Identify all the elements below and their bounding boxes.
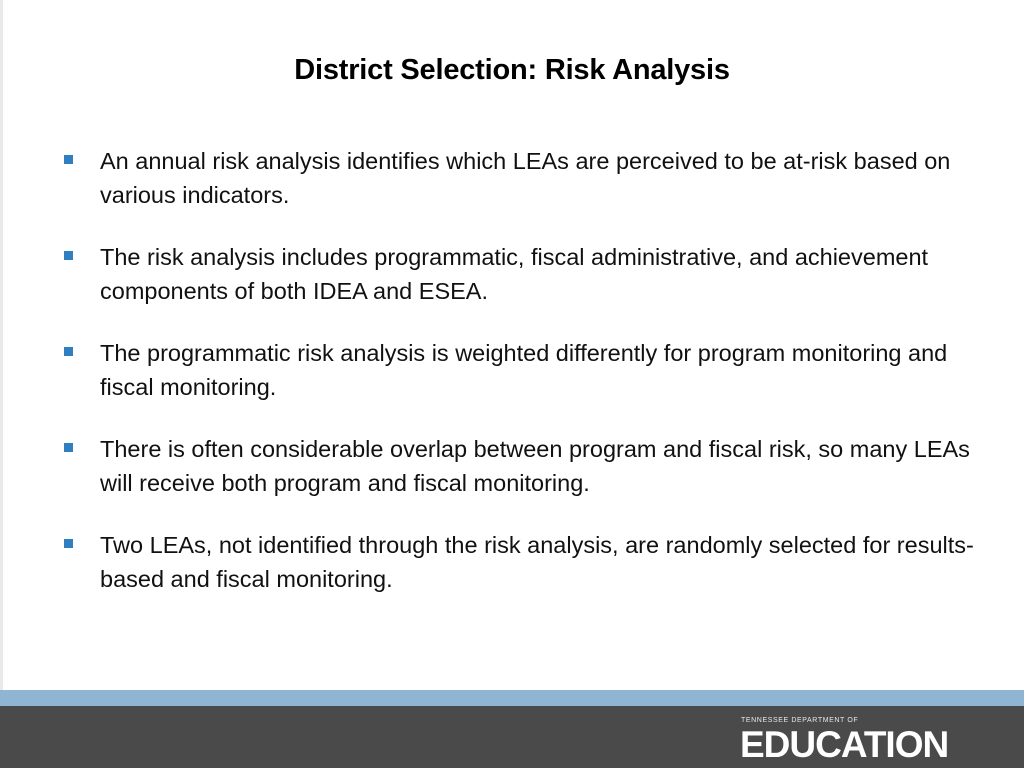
- square-bullet-icon: [64, 155, 73, 164]
- bullet-text: Two LEAs, not identified through the risk analysis, are randomly selected for results-based and fiscal monitoring.: [100, 532, 974, 592]
- bullet-item: [62, 240, 982, 308]
- bullet-text: There is often considerable overlap between program and fiscal risk, so many LEAs will receive both program and fiscal monitoring.: [100, 436, 970, 496]
- bullet-item: [62, 144, 982, 212]
- bullet-text: The programmatic risk analysis is weighted differently for program monitoring and fiscal monitoring.: [100, 340, 948, 400]
- bullet-item: [62, 528, 982, 596]
- logo-department-text: TENNESSEE DEPARTMENT OF: [741, 717, 859, 724]
- bullet-text: The risk analysis includes programmatic, fiscal administrative, and achievement components of both IDEA and ESEA.: [100, 244, 929, 304]
- bullet-text: An annual risk analysis identifies which LEAs are perceived to be at-risk based on various indicators.: [100, 148, 951, 208]
- square-bullet-icon: [64, 251, 73, 260]
- bullet-list: [62, 144, 982, 624]
- education-logo: [740, 714, 970, 764]
- slide-title: District Selection: Risk Analysis: [294, 54, 730, 86]
- logo-education-text: EDUCATION: [740, 724, 949, 765]
- bullet-item: [62, 432, 982, 500]
- footer-accent-band: [0, 690, 1024, 706]
- bullet-item: [62, 336, 982, 404]
- square-bullet-icon: [64, 443, 73, 452]
- square-bullet-icon: [64, 347, 73, 356]
- square-bullet-icon: [64, 539, 73, 548]
- slide-left-edge: [0, 0, 3, 690]
